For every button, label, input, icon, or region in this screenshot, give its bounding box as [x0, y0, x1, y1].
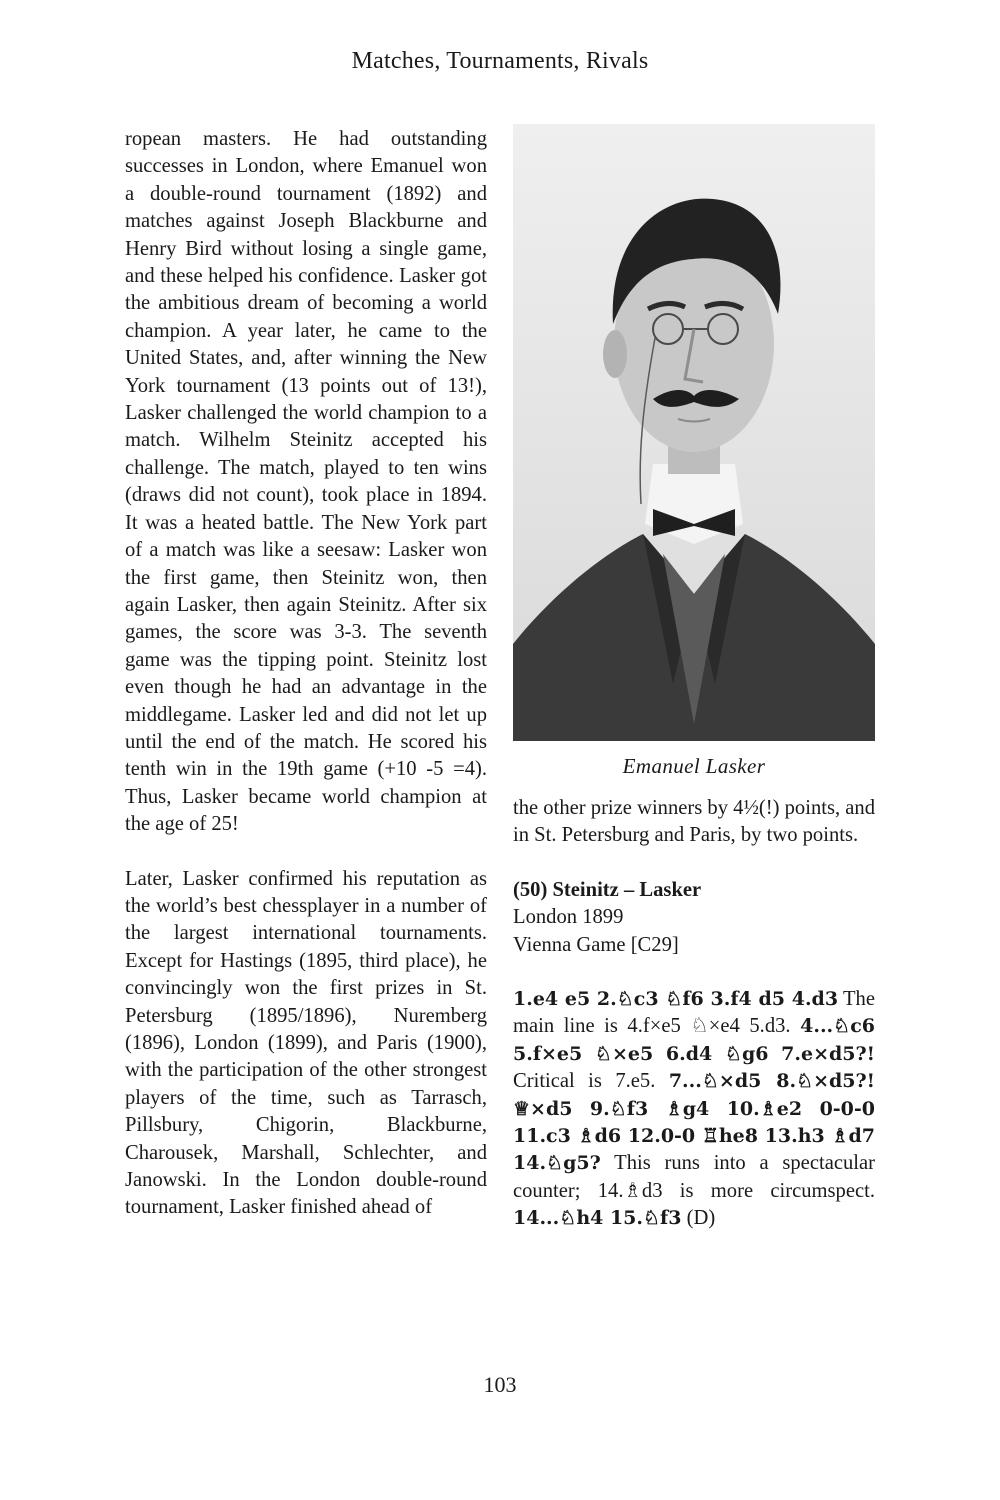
annotation-text: This runs into a spectacular counter; 14.♗d3 is more circumspect.	[513, 1152, 875, 1202]
move-text: 4...♘c6 5.f×e5 ♘×e5 6.d4 ♘g6 7.e×d5?!	[513, 1015, 875, 1065]
move-text: 14...♘h4 15.♘f3	[513, 1207, 682, 1230]
annotation-text: Critical is 7.e5.	[513, 1070, 669, 1093]
photo-caption: Emanuel Lasker	[622, 754, 766, 778]
right-column	[513, 795, 875, 1233]
move-text: 7...♘×d5 8.♘×d5?! ♕×d5 9.♘f3 ♗g4 10.♗e2 0-0-0 11.c3 ♗d6 12.0-0 ♖he8 13.h3 ♗d7 14.♘g5?	[513, 1070, 875, 1175]
portrait-illustration	[513, 124, 875, 741]
left-column	[125, 126, 487, 1222]
game-venue: London 1899	[513, 906, 624, 929]
body-paragraph: Later, Lasker confirmed his reputation as the world’s best chessplayer in a number of the largest international tournaments. Except for Hastings (1895, third place), he convincingly won the first prizes in St. Petersburg (1895/1896), Nuremberg (1896), London (1899), and Paris (1900), with the participation of the other strongest players of the time, such as Tarrasch, Pillsbury, Chigorin, Blackburne, Charousek, Marshall, Schlechter, and Janowski. In the London double-round tournament, Lasker finished ahead of	[125, 867, 487, 1219]
portrait-photo	[513, 124, 875, 741]
move-text: 1.e4 e5 2.♘c3 ♘f6 3.f4 d5 4.d3	[513, 988, 839, 1011]
body-paragraph: the other prize winners by 4½(!) points, and in St. Petersburg and Paris, by two points.	[513, 797, 876, 847]
page-number: 103	[483, 1372, 517, 1397]
game-opening: Vienna Game [C29]	[513, 933, 679, 956]
running-head: Matches, Tournaments, Rivals	[351, 48, 649, 74]
game-title: (50) Steinitz – Lasker	[513, 878, 702, 901]
annotation-text: The main line is 4.f×e5 ♘×e4 5.d3.	[513, 988, 875, 1038]
annotation-text: (D)	[681, 1207, 716, 1230]
game-score	[513, 986, 875, 1233]
body-paragraph: ropean masters. He had outstanding successes in London, where Emanuel won a double-round tournament (1892) and matches against Joseph Blackburne and Henry Bird without losing a single game, and these helped his confidence. Lasker got the ambitious dream of becoming a world champion. A year later, he came to the United States, and, after winning the New York tournament (13 points out of 13!), Lasker challenged the world champion to a match. Wilhelm Steinitz accepted his challenge. The match, played to ten wins (draws did not count), took place in 1894. It was a heated battle. The New York part of a match was like a seesaw: Lasker won the first game, then Steinitz won, then again Lasker, then again Steinitz. After six games, the score was 3-3. The seventh game was the tipping point. Steinitz lost even though he had an advantage in the middlegame. Lasker led and did not let up until the end of the match. He scored his tenth win in the 19th game (+10 -5 =4). Thus, Lasker became world champion at the age of 25!	[125, 128, 487, 836]
